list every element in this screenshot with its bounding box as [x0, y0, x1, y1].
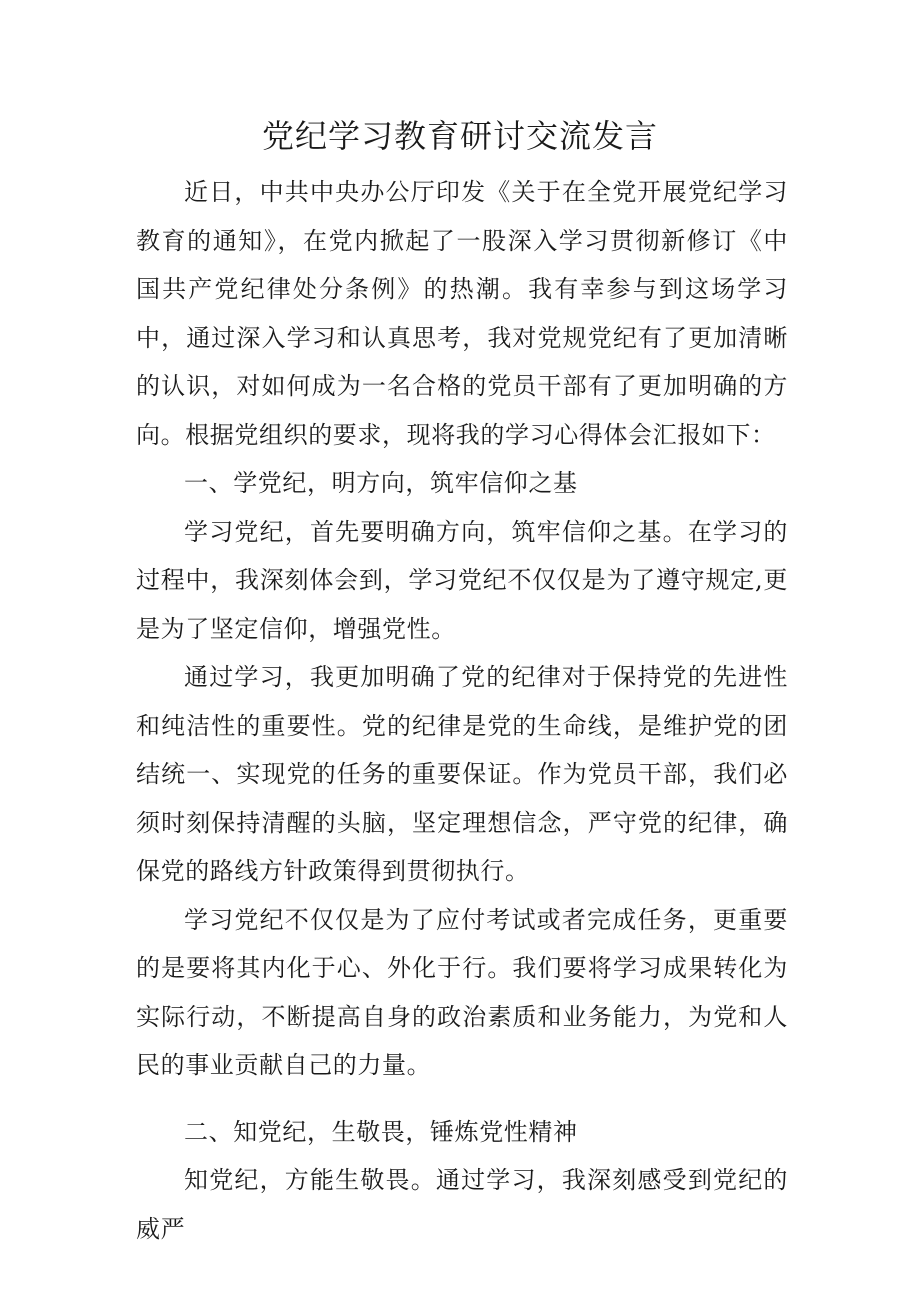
section-heading-2: 二、知党纪，生敬畏，锤炼党性精神	[184, 1117, 578, 1146]
paragraph-1-3: 学习党纪不仅仅是为了应付考试或者完成任务，更重要的是要将其内化于心、外化于行。我们要将学习成果转化为实际行动，不断提高自身的政治素质和业务能力，为党和人民的事业贡献自己的力量。	[136, 905, 788, 1079]
document-title: 党纪学习教育研讨交流发言	[261, 117, 658, 155]
document-body	[136, 168, 788, 1253]
paragraph-1-1: 学习党纪，首先要明确方向，筑牢信仰之基。在学习的过程中，我深刻体会到，学习党纪不仅仅是为了遵守规定,更是为了坚定信仰，增强党性。	[136, 517, 788, 643]
paragraph-1-2: 通过学习，我更加明确了党的纪律对于保持党的先进性和纯洁性的重要性。党的纪律是党的生命线，是维护党的团结统一、实现党的任务的重要保证。作为党员干部，我们必须时刻保持清醒的头脑，坚定理想信念，严守党的纪律，确保党的路线方针政策得到贯彻执行。	[136, 663, 788, 885]
section-heading-1: 一、学党纪，明方向，筑牢信仰之基	[184, 469, 578, 497]
paragraph-intro: 近日，中共中央办公厅印发《关于在全党开展党纪学习教育的通知》，在党内掀起了一股深入学习贯彻新修订《中国共产党纪律处分条例》的热潮。我有幸参与到这场学习中，通过深入学习和认真思考，我对党规党纪有了更加清晰的认识，对如何成为一名合格的党员干部有了更加明确的方向。根据党组织的要求，现将我的学习心得体会汇报如下：	[136, 178, 788, 449]
paragraph-2-1: 知党纪，方能生敬畏。通过学习，我深刻感受到党纪的威严	[136, 1166, 788, 1243]
